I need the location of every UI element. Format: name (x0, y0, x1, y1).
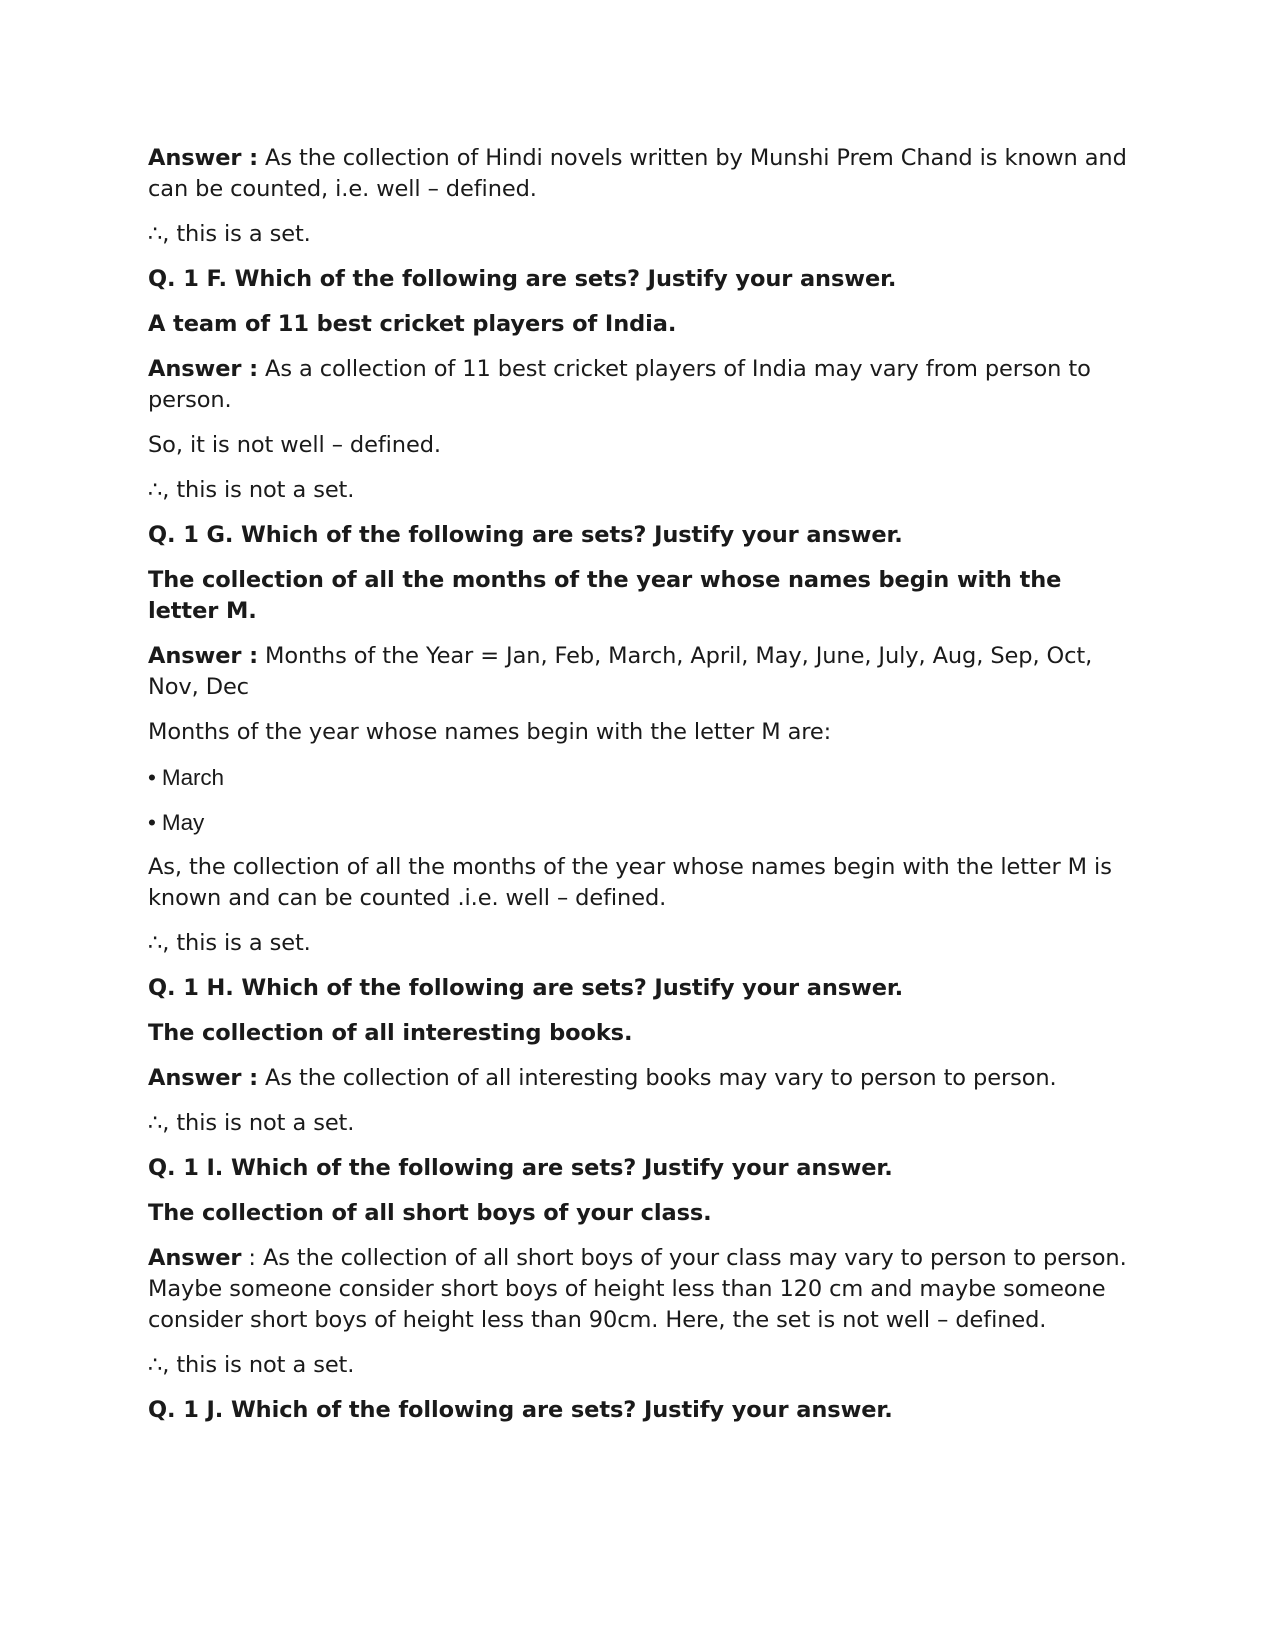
answer-label: Answer (148, 1245, 242, 1271)
answer-text: Months of the Year = Jan, Feb, March, April, May, June, July, Aug, Sep, Oct, Nov, Dec (148, 643, 1093, 700)
question-heading: Q. 1 F. Which of the following are sets? Justify your answer. (148, 266, 897, 292)
answer-text: As the collection of all interesting books may vary to person to person. (258, 1065, 1057, 1091)
answer-label: Answer : (148, 1065, 258, 1091)
question-statement: The collection of all the months of the year whose names begin with the letter M. (148, 567, 1062, 624)
body-text: Months of the year whose names begin with the letter M are: (148, 719, 832, 745)
answer-label: Answer : (148, 643, 258, 669)
bullet-item: • March (148, 765, 224, 790)
answer-label: Answer : (148, 356, 258, 382)
answer-text: As a collection of 11 best cricket players of India may vary from person to person. (148, 356, 1091, 413)
conclusion-text: ∴, this is a set. (148, 221, 311, 247)
body-text: As, the collection of all the months of the year whose names begin with the letter M is known and can be counted .i.e. well – defined. (148, 854, 1112, 911)
question-heading: Q. 1 H. Which of the following are sets? Justify your answer. (148, 975, 904, 1001)
answer-paragraph (148, 1063, 1128, 1094)
question-heading: Q. 1 J. Which of the following are sets? Justify your answer. (148, 1397, 893, 1423)
question-statement: A team of 11 best cricket players of India. (148, 311, 677, 337)
answer-paragraph (148, 354, 1128, 416)
question-statement: The collection of all interesting books. (148, 1020, 633, 1046)
conclusion-text: ∴, this is a set. (148, 930, 311, 956)
conclusion-text: ∴, this is not a set. (148, 477, 355, 503)
answer-text: As the collection of Hindi novels written by Munshi Prem Chand is known and can be counted, i.e. well – defined. (148, 145, 1127, 202)
question-statement: The collection of all short boys of your class. (148, 1200, 712, 1226)
answer-paragraph (148, 1243, 1128, 1336)
question-heading: Q. 1 G. Which of the following are sets? Justify your answer. (148, 522, 903, 548)
conclusion-text: ∴, this is not a set. (148, 1352, 355, 1378)
page-content (148, 143, 1128, 1440)
question-heading: Q. 1 I. Which of the following are sets? Justify your answer. (148, 1155, 893, 1181)
answer-label: Answer : (148, 145, 258, 171)
body-text: So, it is not well – defined. (148, 432, 441, 458)
bullet-item: • May (148, 810, 205, 835)
conclusion-text: ∴, this is not a set. (148, 1110, 355, 1136)
answer-text: : As the collection of all short boys of your class may vary to person to person. Maybe someone consider short boys of height less than 120 cm and maybe someone consider short boys of height less than 90cm. Here, the set is not well – defined. (148, 1245, 1127, 1333)
answer-paragraph (148, 641, 1128, 703)
answer-paragraph (148, 143, 1128, 205)
